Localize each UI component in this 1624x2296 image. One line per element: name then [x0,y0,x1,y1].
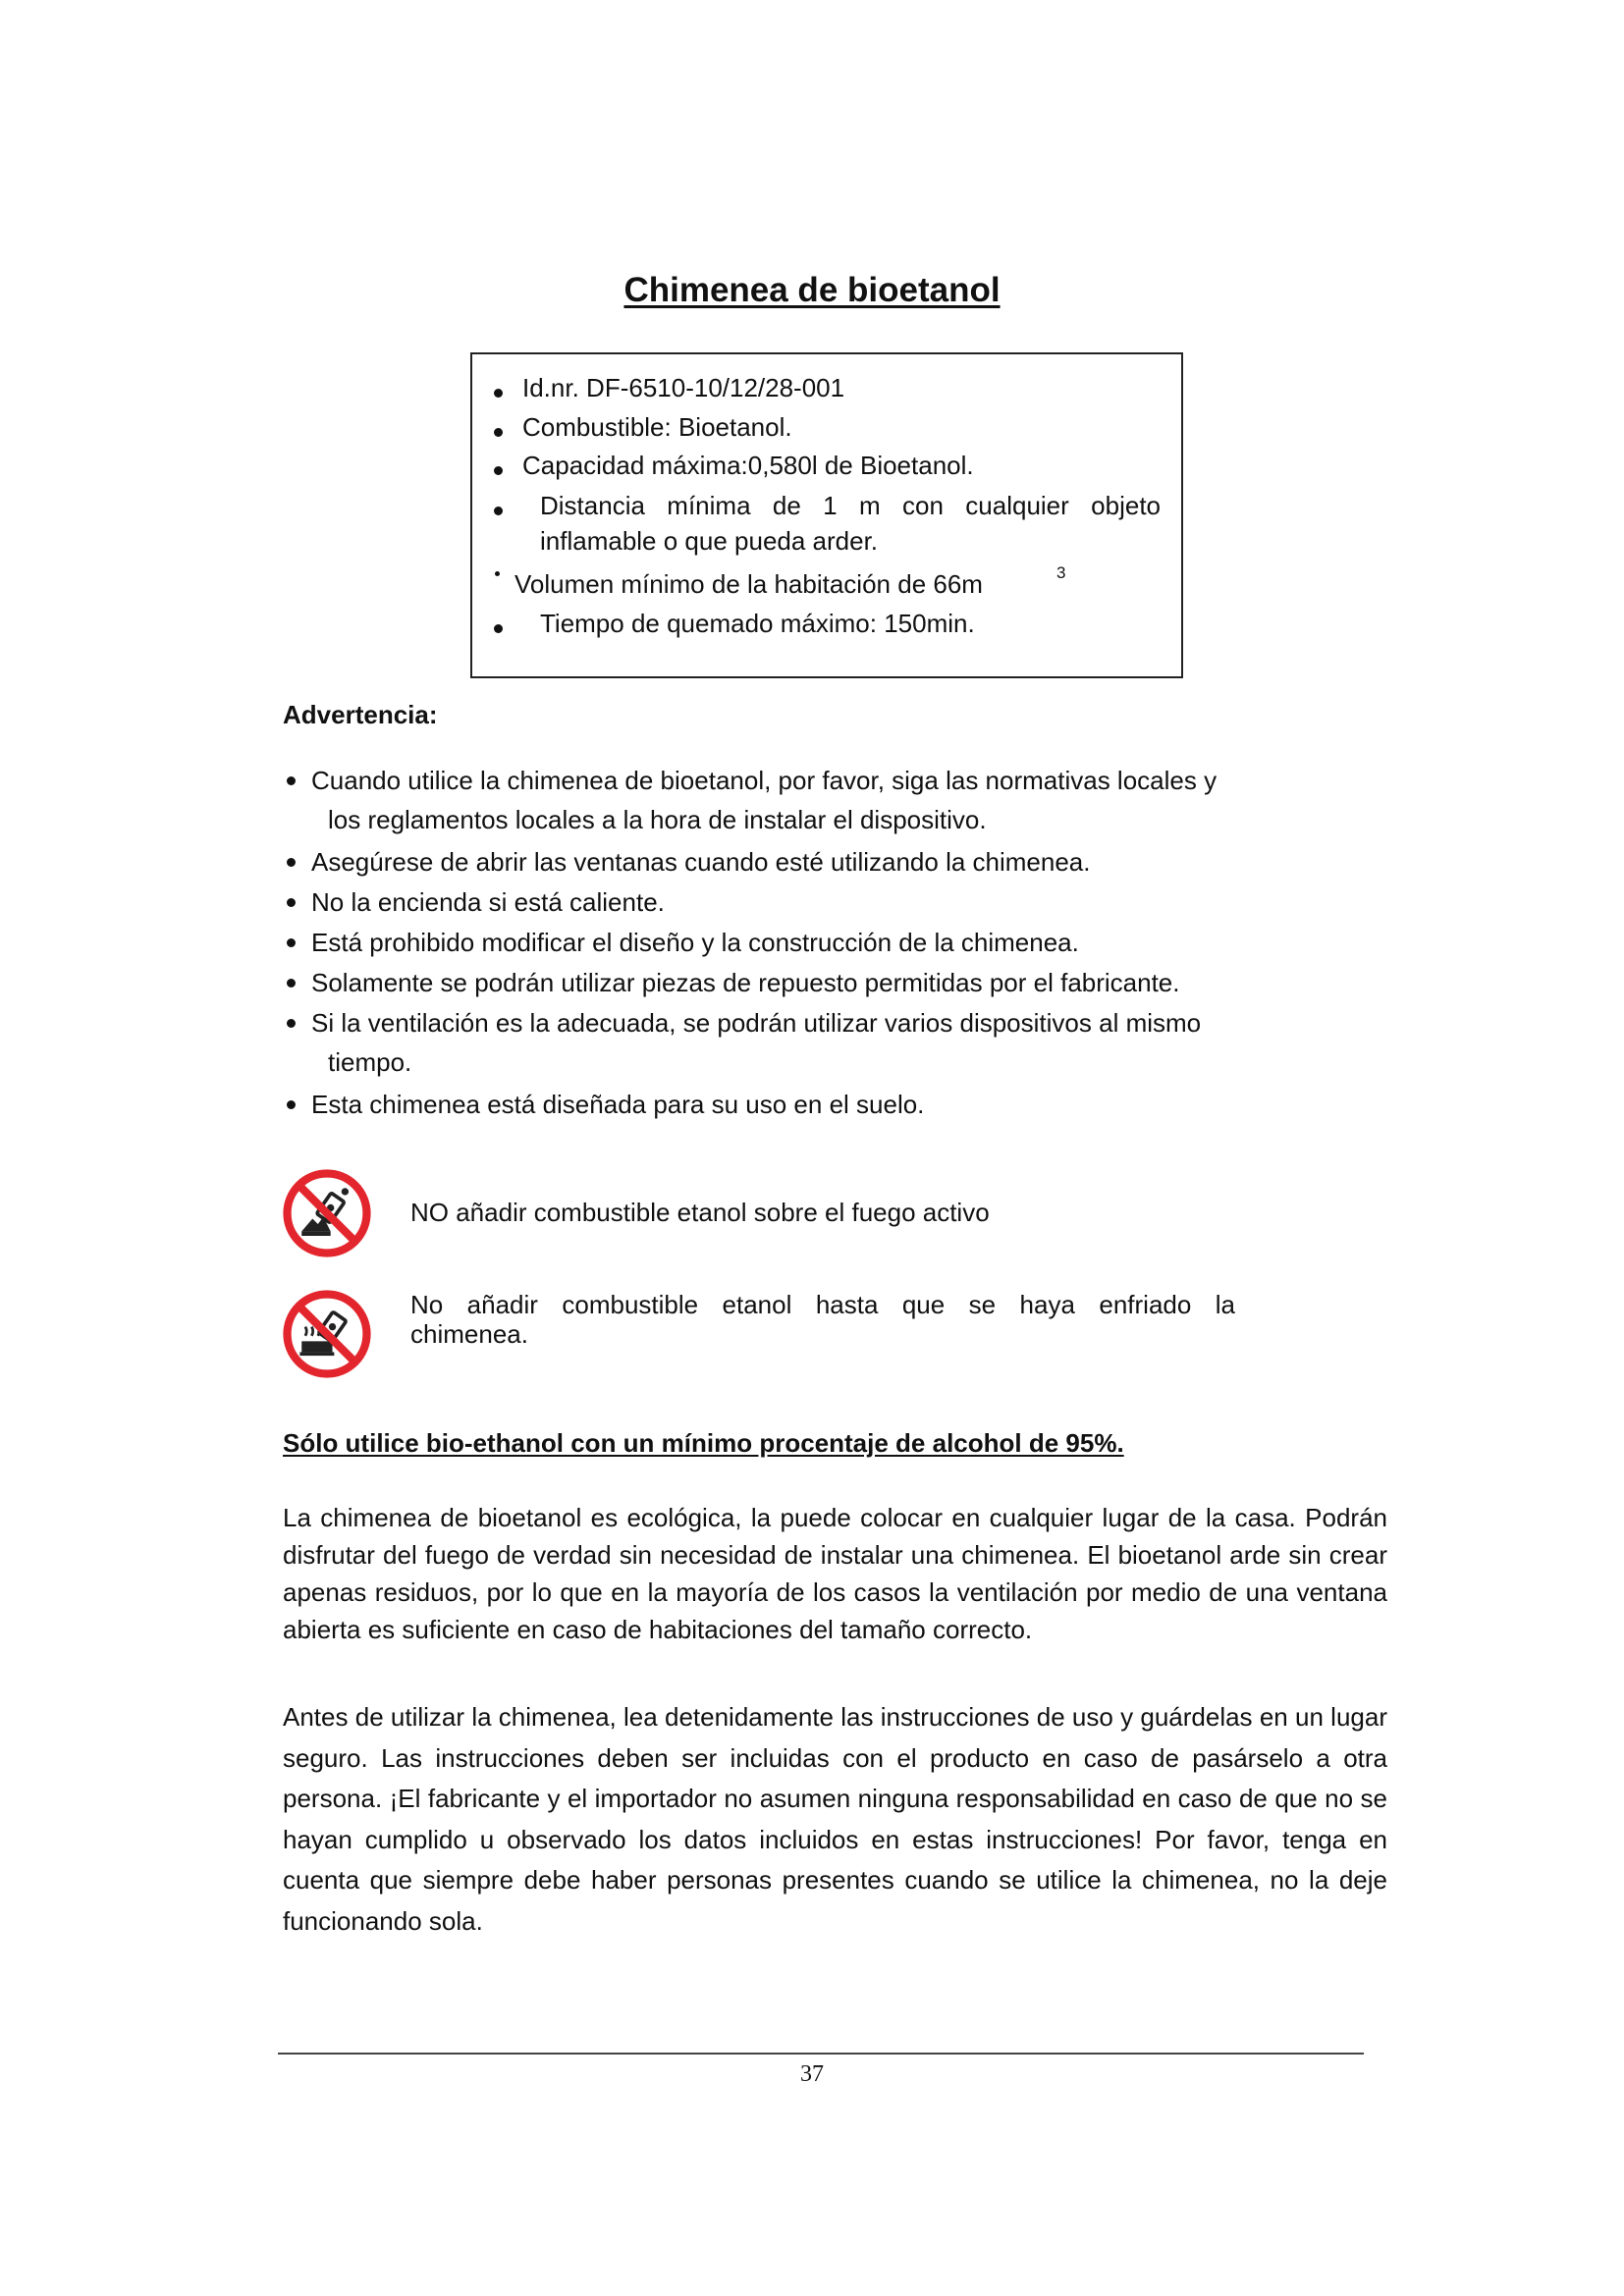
warning-item [283,842,1343,881]
bullet-icon [495,571,500,576]
warning-heading: Advertencia: [283,700,438,729]
prohibition-text-hot [410,1290,1235,1349]
warning-text: Asegúrese de abrir las ventanas cuando esté utilizando la chimenea. [311,847,1091,877]
page-title: Chimenea de bioetanol [623,271,1001,309]
spec-id: Id.nr. DF-6510-10/12/28-001 [522,373,845,402]
bullet-icon [494,507,503,515]
warning-text: Cuando utilice la chimenea de bioetanol, por favor, siga las normativas locales y [311,766,1218,795]
bullet-icon [287,1019,296,1028]
warning-item [283,1003,1343,1082]
prohibition-text-hot-line2: chimenea. [410,1319,528,1349]
spec-volume: Volumen mínimo de la habitación de 66m [514,569,983,599]
warning-item [283,963,1343,1002]
spec-distance-line2: inflamable o que pueda arder. [540,526,879,556]
prohibition-text-fire: NO añadir combustible etanol sobre el fuego activo [410,1198,990,1227]
warning-item [283,1085,1343,1124]
spec-fuel: Combustible: Bioetanol. [522,412,792,442]
paragraph-instructions: Antes de utilizar la chimenea, lea detenidamente las instrucciones de uso y guárdelas en un lugar seguro. Las instrucciones deben ser incluidas con el producto en caso de pasárselo a otra persona. ¡El fabricante y el importador no asumen ninguna responsabilidad en caso de que no se hayan cumplido u observado los datos incluidos en estas instrucciones! Por favor, tenga en cuenta que siempre debe haber personas presentes cuando se utilice la chimenea, no la deje funcionando sola. [283,1702,1387,1936]
spec-volume-superscript: 3 [1056,563,1066,582]
warning-text: No la encienda si está caliente. [311,887,665,917]
bullet-icon [494,428,503,437]
bullet-icon [494,624,503,633]
bullet-icon [287,938,296,947]
paragraph-ecological: La chimenea de bioetanol es ecológica, la puede colocar en cualquier lugar de la casa. Podrán disfrutar del fuego de verdad sin necesidad de instalar una chimenea. El bioetanol arde sin crear apenas residuos, por lo que en la mayoría de los casos la ventilación por medio de una ventana abierta es suficiente en caso de habitaciones del tamaño correcto. [283,1503,1387,1644]
bullet-icon [494,466,503,475]
bullet-icon [287,979,296,988]
bullet-icon [287,776,296,785]
spec-capacity: Capacidad máxima:0,580l de Bioetanol. [522,451,974,480]
no-refuel-hot-icon [282,1289,372,1379]
prohibition-text-hot-line1: No añadir combustible etanol hasta que se haya enfriado la [410,1290,1235,1319]
warning-item [283,923,1343,962]
warning-text: Esta chimenea está diseñada para su uso en el suelo. [311,1090,925,1119]
spec-distance-line1: Distancia mínima de 1 m con cualquier objeto [540,491,1161,520]
spec-burn-time: Tiempo de quemado máximo: 150min. [540,609,975,638]
warning-text-continued: los reglamentos locales a la hora de instalar el dispositivo. [328,805,987,834]
bullet-icon [494,389,503,398]
warning-text: Si la ventilación es la adecuada, se podrán utilizar varios dispositivos al mismo [311,1008,1202,1038]
warning-item [283,761,1343,839]
warning-text: Solamente se podrán utilizar piezas de repuesto permitidas por el fabricante. [311,968,1180,997]
warning-item [283,882,1343,922]
bullet-icon [287,1100,296,1109]
no-refuel-fire-icon [282,1168,372,1258]
bullet-icon [287,858,296,867]
warning-text-continued: tiempo. [328,1047,412,1077]
bullet-icon [287,898,296,907]
alcohol-note: Sólo utilice bio-ethanol con un mínimo procentaje de alcohol de 95%. [283,1428,1124,1458]
warning-text: Está prohibido modificar el diseño y la construcción de la chimenea. [311,928,1079,957]
footer-divider [278,2053,1364,2055]
specifications-box [470,352,1183,678]
page-number: 37 [800,2061,824,2087]
